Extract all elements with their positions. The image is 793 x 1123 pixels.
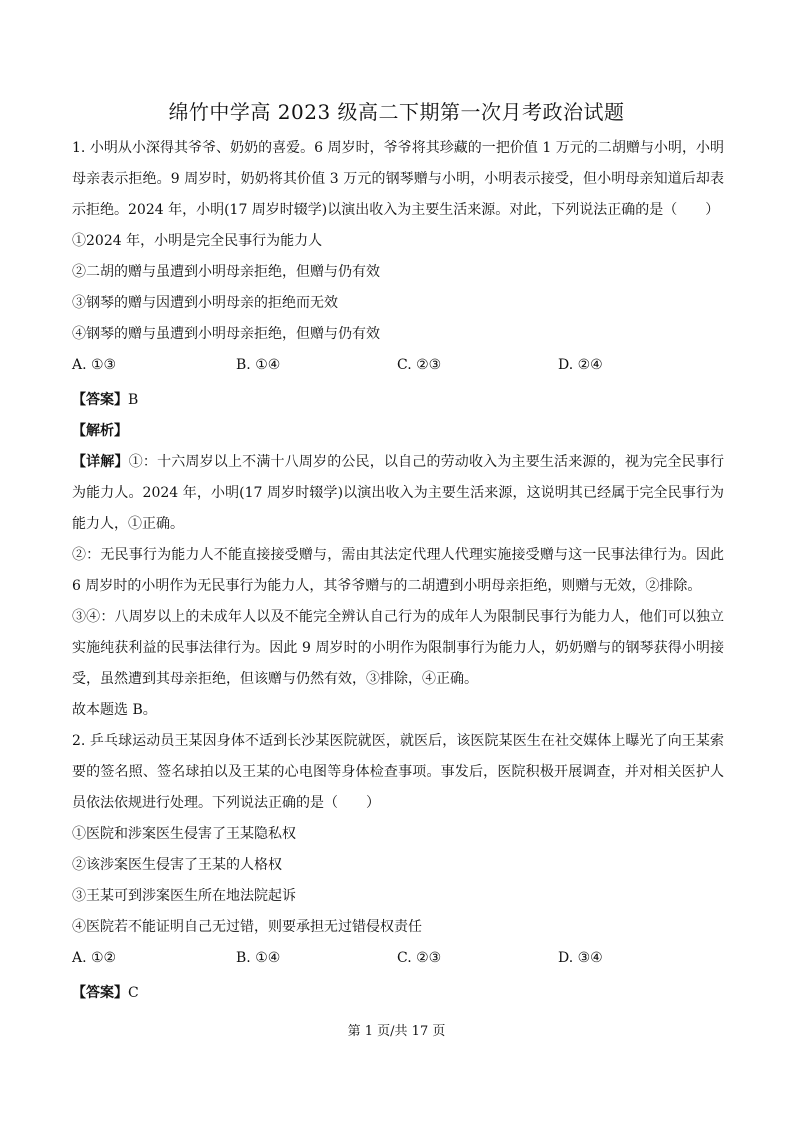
page-title: 绵竹中学高 2023 级高二下期第一次月考政治试题 [168, 100, 625, 124]
question-2-item: ②该涉案医生侵害了王某的人格权 [72, 857, 282, 873]
option-d: D. ②④ [558, 357, 603, 373]
question-2-stem: 2. 乒乓球运动员王某因身体不适到长沙某医院就医，就医后，该医院某医生在社交媒体上曝光了向王某索要的签名照、签名球拍以及王某的心电图等身体检查事项。事发后，医院积极开展调查，并对相关医护人员依法依规进行处理。下列说法正确的是（ ） [72, 733, 724, 811]
question-2-answer [72, 978, 724, 1009]
detail-conclusion: 故本题选 B。 [72, 702, 157, 718]
question-2-item: ③王某可到涉案医生所在地法院起诉 [72, 888, 296, 904]
option-a: A. ①② [72, 950, 117, 966]
question-1-item: ①2024 年，小明是完全民事行为能力人 [72, 233, 323, 249]
detail-paragraph: ③④：八周岁以上的未成年人以及不能完全辨认自己行为的成年人为限制民事行为能力人，他们可以独立实施纯获利益的民事法律行为。因此 9 周岁时的小明作为限制事行为能力人，奶奶赠与的钢琴获得小明接受，虽然遭到其母亲拒绝，但该赠与仍然有效，③排除，④正确。 [72, 609, 724, 687]
detail-label: 【详解】 [72, 454, 129, 470]
question-1-item: ③钢琴的赠与因遭到小明母亲的拒绝而无效 [72, 295, 338, 311]
answer-value: B [128, 392, 139, 408]
question-2-item: ④医院若不能证明自己无过错，则要承担无过错侵权责任 [72, 919, 422, 935]
analysis-label: 【解析】 [72, 423, 128, 439]
question-1-answer [72, 385, 724, 416]
answer-value: C [128, 985, 139, 1001]
detail-paragraph [72, 447, 724, 540]
option-c: C. ②③ [397, 357, 442, 373]
option-d: D. ③④ [558, 950, 603, 966]
option-b: B. ①④ [236, 950, 281, 966]
page-footer: 第 1 页/共 17 页 [347, 1024, 446, 1039]
option-a: A. ①③ [72, 357, 117, 373]
option-b: B. ①④ [236, 357, 281, 373]
answer-label: 【答案】 [72, 392, 128, 408]
question-1-stem: 1. 小明从小深得其爷爷、奶奶的喜爱。6 周岁时，爷爷将其珍藏的一把价值 1 万元的二胡赠与小明，小明母亲表示拒绝。9 周岁时，奶奶将其价值 3 万元的钢琴赠与小明，小明表示接受，但小明母亲知道后却表示拒绝。2024 年，小明(17 周岁时辍学)以演出收入为主要生活来源。对此，下列说法正确的是（ ） [72, 140, 724, 218]
answer-label: 【答案】 [72, 985, 128, 1001]
question-1-item: ②二胡的赠与虽遭到小明母亲拒绝，但赠与仍有效 [72, 264, 380, 280]
page-content [72, 133, 724, 1009]
option-c: C. ②③ [397, 950, 442, 966]
question-1-options [72, 350, 724, 381]
question-1-item: ④钢琴的赠与虽遭到小明母亲拒绝，但赠与仍有效 [72, 326, 380, 342]
detail-text: ①：十六周岁以上不满十八周岁的公民，以自己的劳动收入为主要生活来源的，视为完全民事行为能力人。2024 年，小明(17 周岁时辍学)以演出收入为主要生活来源，这说明其已经属于完全民事行为能力人，①正确。 [72, 454, 725, 532]
detail-paragraph: ②：无民事行为能力人不能直接接受赠与，需由其法定代理人代理实施接受赠与这一民事法律行为。因此 6 周岁时的小明作为无民事行为能力人，其爷爷赠与的二胡遭到小明母亲拒绝，则赠与无效，②排除。 [72, 547, 724, 594]
question-2-item: ①医院和涉案医生侵害了王某隐私权 [72, 826, 296, 842]
question-2-options [72, 943, 724, 974]
